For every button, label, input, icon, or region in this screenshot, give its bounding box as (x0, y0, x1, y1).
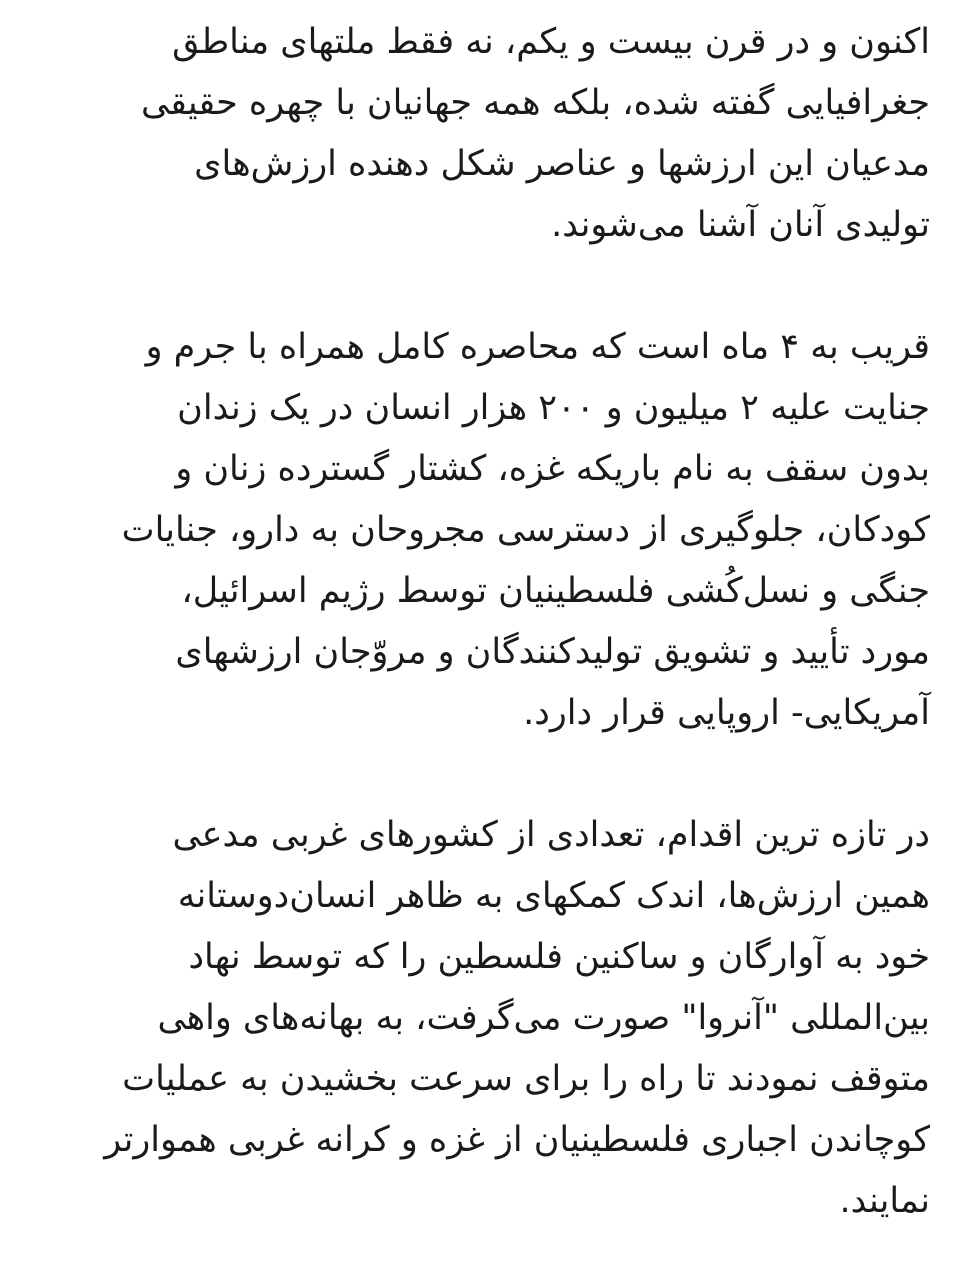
text-line: آمریکایی- اروپایی قرار دارد. (523, 693, 930, 733)
text-line: مورد تأیید و تشویق تولیدکنندگان و مروّجان ارزشهای (175, 632, 930, 672)
text-line: بین‌المللی "آنروا" صورت می‌گرفت، به بهانه‌های واهی (157, 998, 930, 1038)
text-line: تولیدی آنان آشنا می‌شوند. (551, 205, 930, 245)
text-line: متوقف نمودند تا راه را برای سرعت بخشیدن به عملیات (122, 1059, 930, 1099)
text-line: جنگی و نسل‌کُشی فلسطینیان توسط رژیم اسرائیل، (181, 571, 930, 611)
text-line: کوچاندن اجباری فلسطینیان از غزه و کرانه غربی هموارتر (104, 1120, 930, 1160)
text-line: نمایند. (839, 1181, 930, 1221)
text-line: در تازه ترین اقدام، تعدادی از کشورهای غربی مدعی (172, 815, 930, 855)
text-line: بدون سقف به نام باریکه غزه، کشتار گسترده زنان و (175, 449, 930, 489)
text-line: جنایت علیه ۲ میلیون و ۲۰۰ هزار انسان در یک زندان (177, 388, 930, 428)
text-line: مدعیان این ارزشها و عناصر شکل دهنده ارزش‌های (194, 144, 930, 184)
paragraph-3 (40, 805, 930, 1232)
text-line: همین ارزش‌ها، اندک کمکهای به ظاهر انسان‌دوستانه (177, 876, 930, 916)
paragraph-2 (40, 317, 930, 744)
text-line: قریب به ۴ ماه است که محاصره کامل همراه با جرم و (145, 327, 930, 367)
text-line: جغرافیایی گفته شده، بلکه همه جهانیان با چهره حقیقی (140, 83, 930, 123)
text-line: اکنون و در قرن بیست و یکم، نه فقط ملتهای مناطق (172, 22, 930, 62)
paragraph-1 (40, 12, 930, 256)
text-line: خود به آوارگان و ساکنین فلسطین را که توسط نهاد (188, 937, 930, 977)
text-line: کودکان، جلوگیری از دسترسی مجروحان به دارو، جنایات (121, 510, 930, 550)
